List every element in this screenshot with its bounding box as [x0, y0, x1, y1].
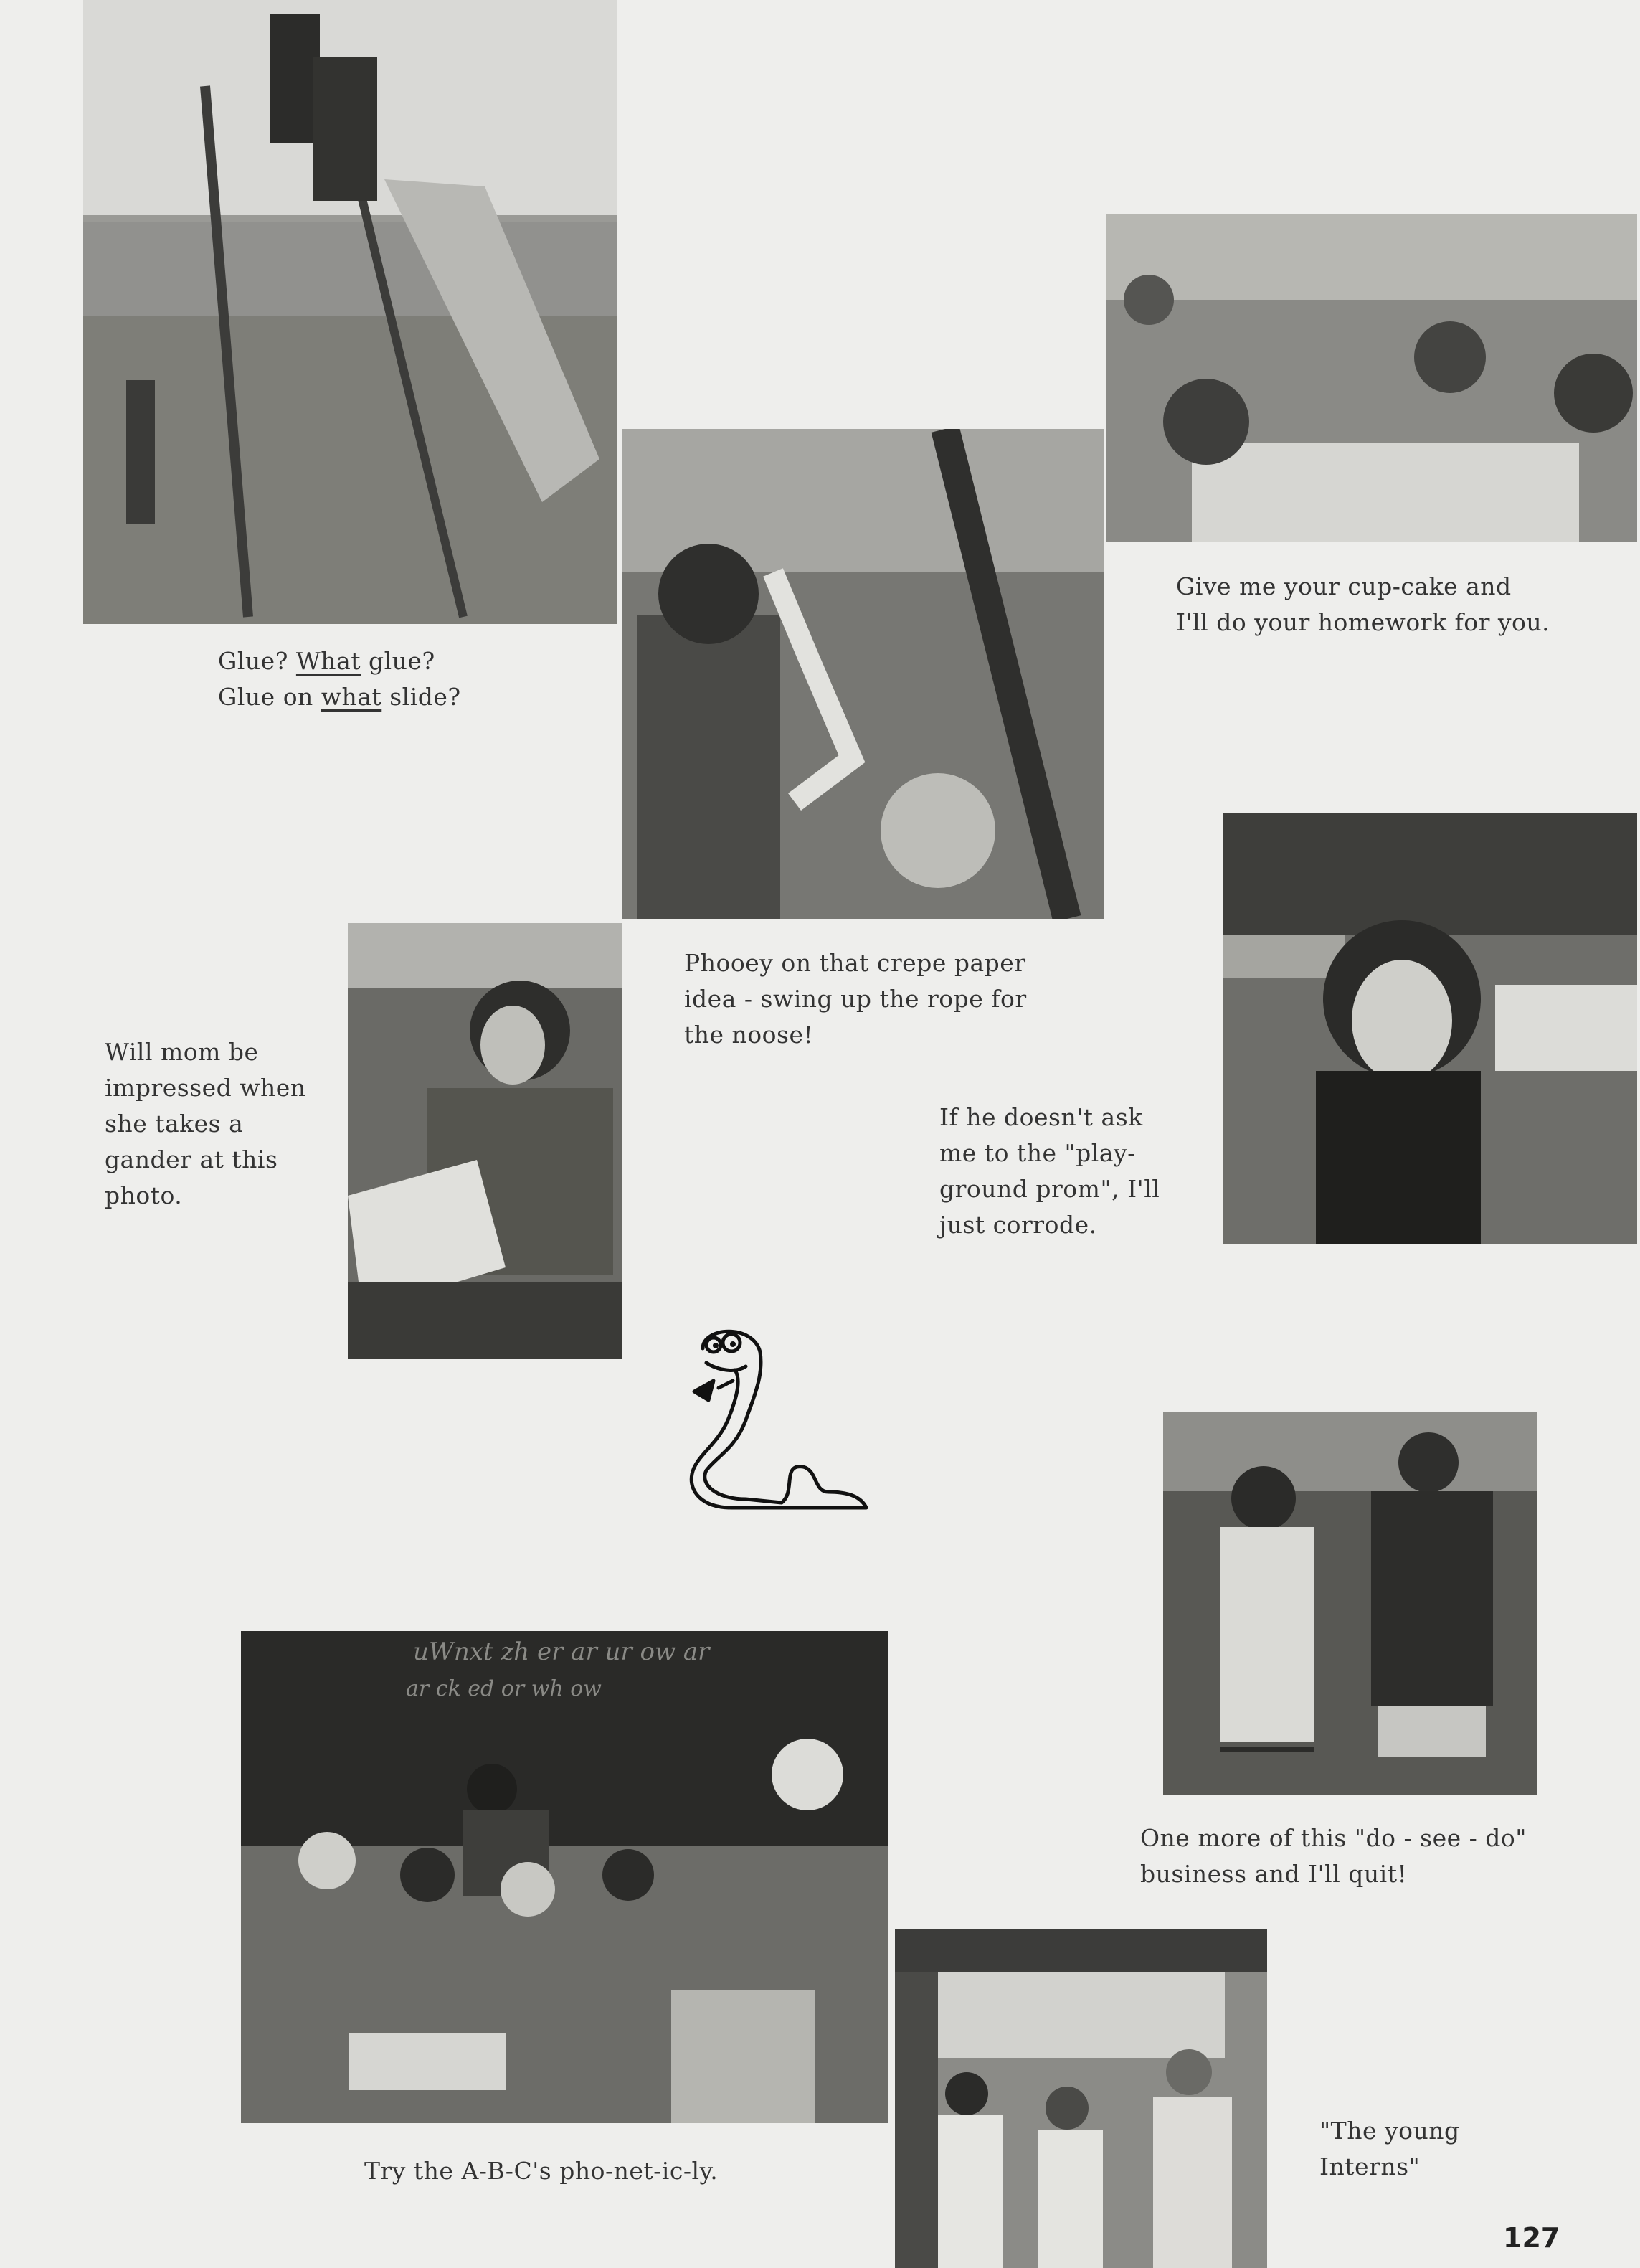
- svg-text:ar ck ed or wh ow: ar ck ed or wh ow: [406, 1676, 602, 1701]
- photo-slide: [83, 0, 617, 624]
- photo-cupcake: [1106, 214, 1637, 542]
- emphasis-what: What: [295, 647, 361, 675]
- caption-prom: If he doesn't ask me to the "play- ground prom", I'll just corrode.: [939, 1103, 1160, 1239]
- photo-young-interns: [895, 1929, 1267, 2268]
- photo-abc-classroom: [241, 1631, 888, 2123]
- photo-crepe-paper: [622, 429, 1104, 919]
- caption-mom: Will mom be impressed when she takes a gander at this photo.: [105, 1038, 306, 1209]
- caption-cupcake: Give me your cup-cake and I'll do your homework for you.: [1176, 572, 1550, 636]
- page-number: 127: [1503, 2222, 1560, 2254]
- caption-interns: "The young Interns": [1319, 2117, 1460, 2180]
- worm-doodle-illustration: [674, 1320, 889, 1528]
- caption-dance: One more of this "do - see - do" business and I'll quit!: [1140, 1824, 1527, 1888]
- caption-slide: [218, 643, 461, 715]
- photo-boy-reading: [348, 923, 622, 1359]
- photo-square-dance: [1163, 1412, 1537, 1795]
- svg-text:uWnxt zh er ar ur ow ar: uWnxt zh er ar ur ow ar: [413, 1638, 710, 1666]
- caption-slide-line-1: Glue? What glue?: [218, 647, 435, 675]
- caption-crepe-paper: Phooey on that crepe paper idea - swing up the rope for the noose!: [684, 949, 1027, 1049]
- caption-slide-line-2: Glue on what slide?: [218, 683, 461, 711]
- photo-girl-smiling: [1223, 813, 1637, 1244]
- emphasis-what-2: what: [321, 683, 382, 711]
- caption-abc: Try the A-B-C's pho-net-ic-ly.: [364, 2157, 719, 2185]
